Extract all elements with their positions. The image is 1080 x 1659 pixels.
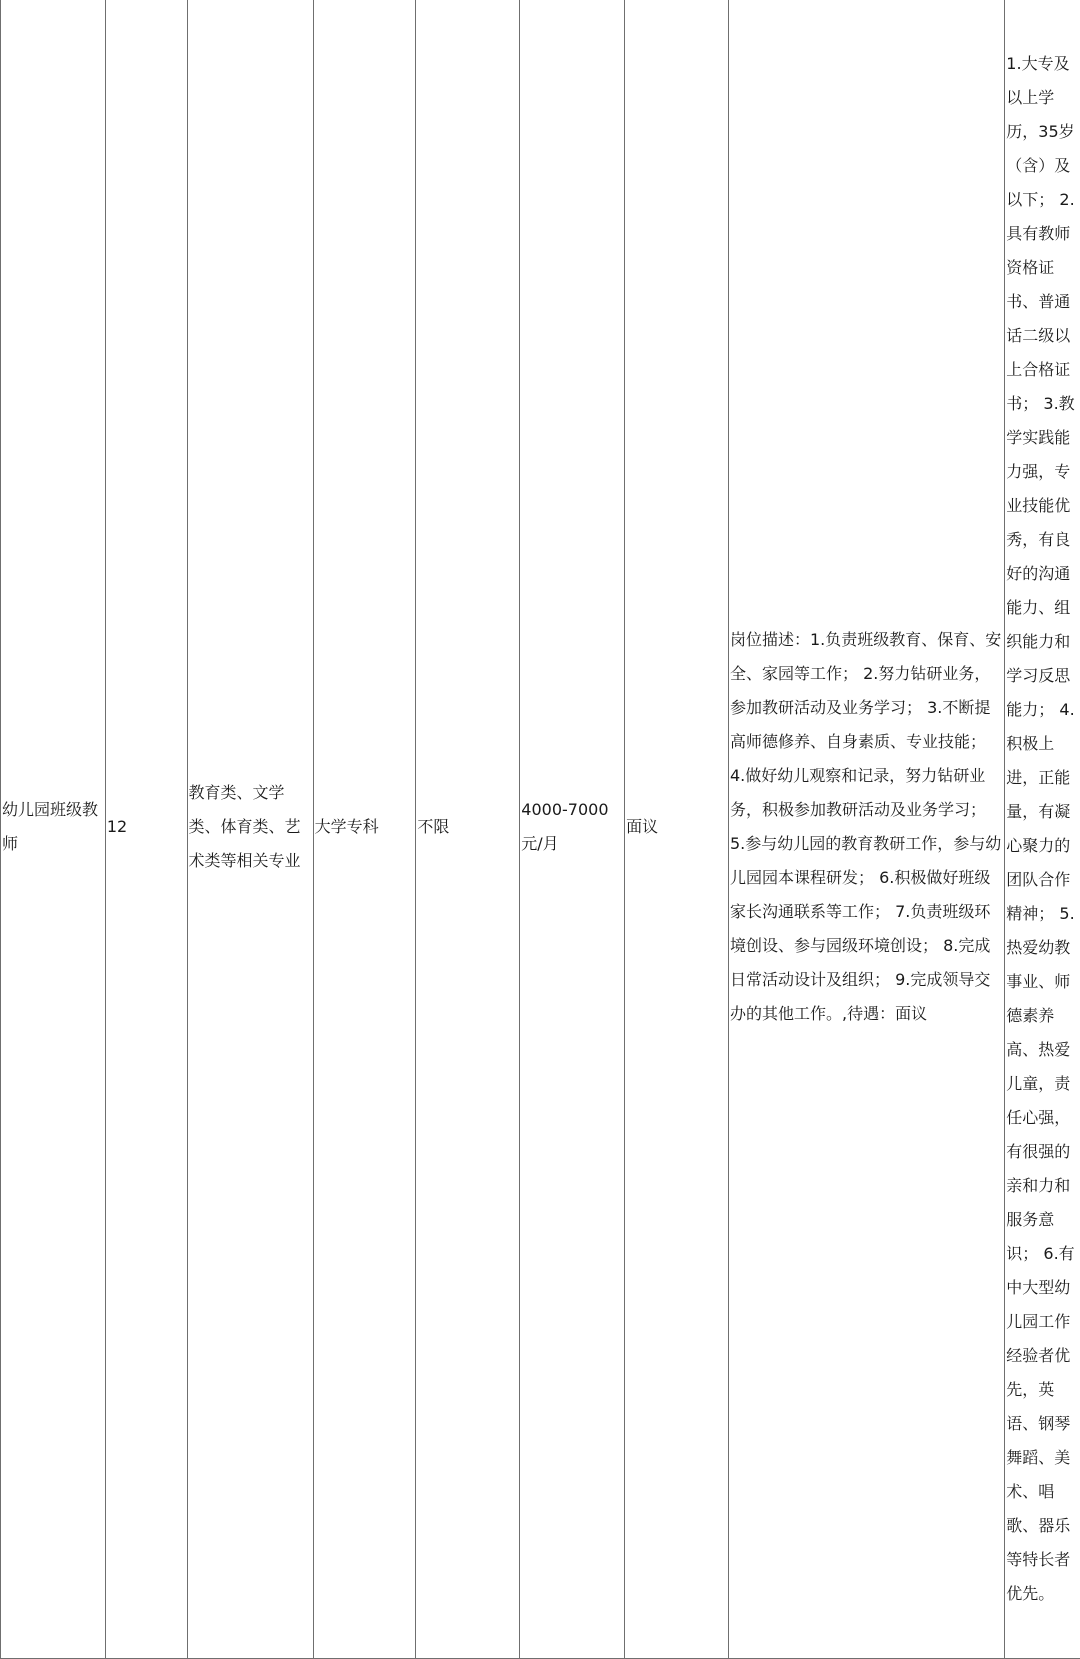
position-cell — [1, 0, 106, 1659]
position-name: 幼儿园班级教师 — [2, 793, 104, 861]
education-cell — [313, 0, 416, 1659]
description-cell — [729, 0, 1005, 1659]
requirements-text: 1.大专及以上学历，35岁（含）及以下； 2.具有教师资格证书、普通话二级以上合格证书； 3.教学实践能力强，专业技能优秀，有良好的沟通能力、组织能力和学习反思能力； 4.积极上进，正能量，有凝心聚力的团队合作精神； 5.热爱幼教事业、师德素养高、热爱儿童，责任心强，有很强的亲和力和服务意识； 6.有中大型幼儿园工作经验者优先，英语、钢琴舞蹈、美术、唱歌、器乐等特长者优先。 — [1006, 43, 1079, 1611]
table-row — [1, 0, 1080, 1659]
treatment-cell — [625, 0, 729, 1659]
headcount-value: 12 — [107, 810, 186, 844]
treatment-text: 面议 — [626, 810, 727, 844]
headcount-cell — [105, 0, 187, 1659]
major-cell — [187, 0, 313, 1659]
major-text: 教育类、文学类、体育类、艺术类等相关专业 — [189, 776, 312, 878]
degree-text: 不限 — [417, 810, 518, 844]
description-text: 岗位描述：1.负责班级教育、保育、安全、家园等工作； 2.努力钻研业务，参加教研活动及业务学习； 3.不断提高师德修养、自身素质、专业技能； 4.做好幼儿观察和记录，努力钻研业务，积极参加教研活动及业务学习； 5.参与幼儿园的教育教研工作，参与幼儿园园本课程研发； 6.积极做好班级家长沟通联系等工作； 7.负责班级环境创设、参与园级环境创设； 8.完成日常活动设计及组织； 9.完成领导交办的其他工作。,待遇：面议 — [730, 623, 1003, 1031]
education-text: 大学专科 — [315, 810, 415, 844]
requirements-cell — [1005, 0, 1080, 1659]
salary-text: 4000-7000元/月 — [521, 793, 623, 861]
degree-cell — [416, 0, 520, 1659]
salary-cell — [520, 0, 625, 1659]
